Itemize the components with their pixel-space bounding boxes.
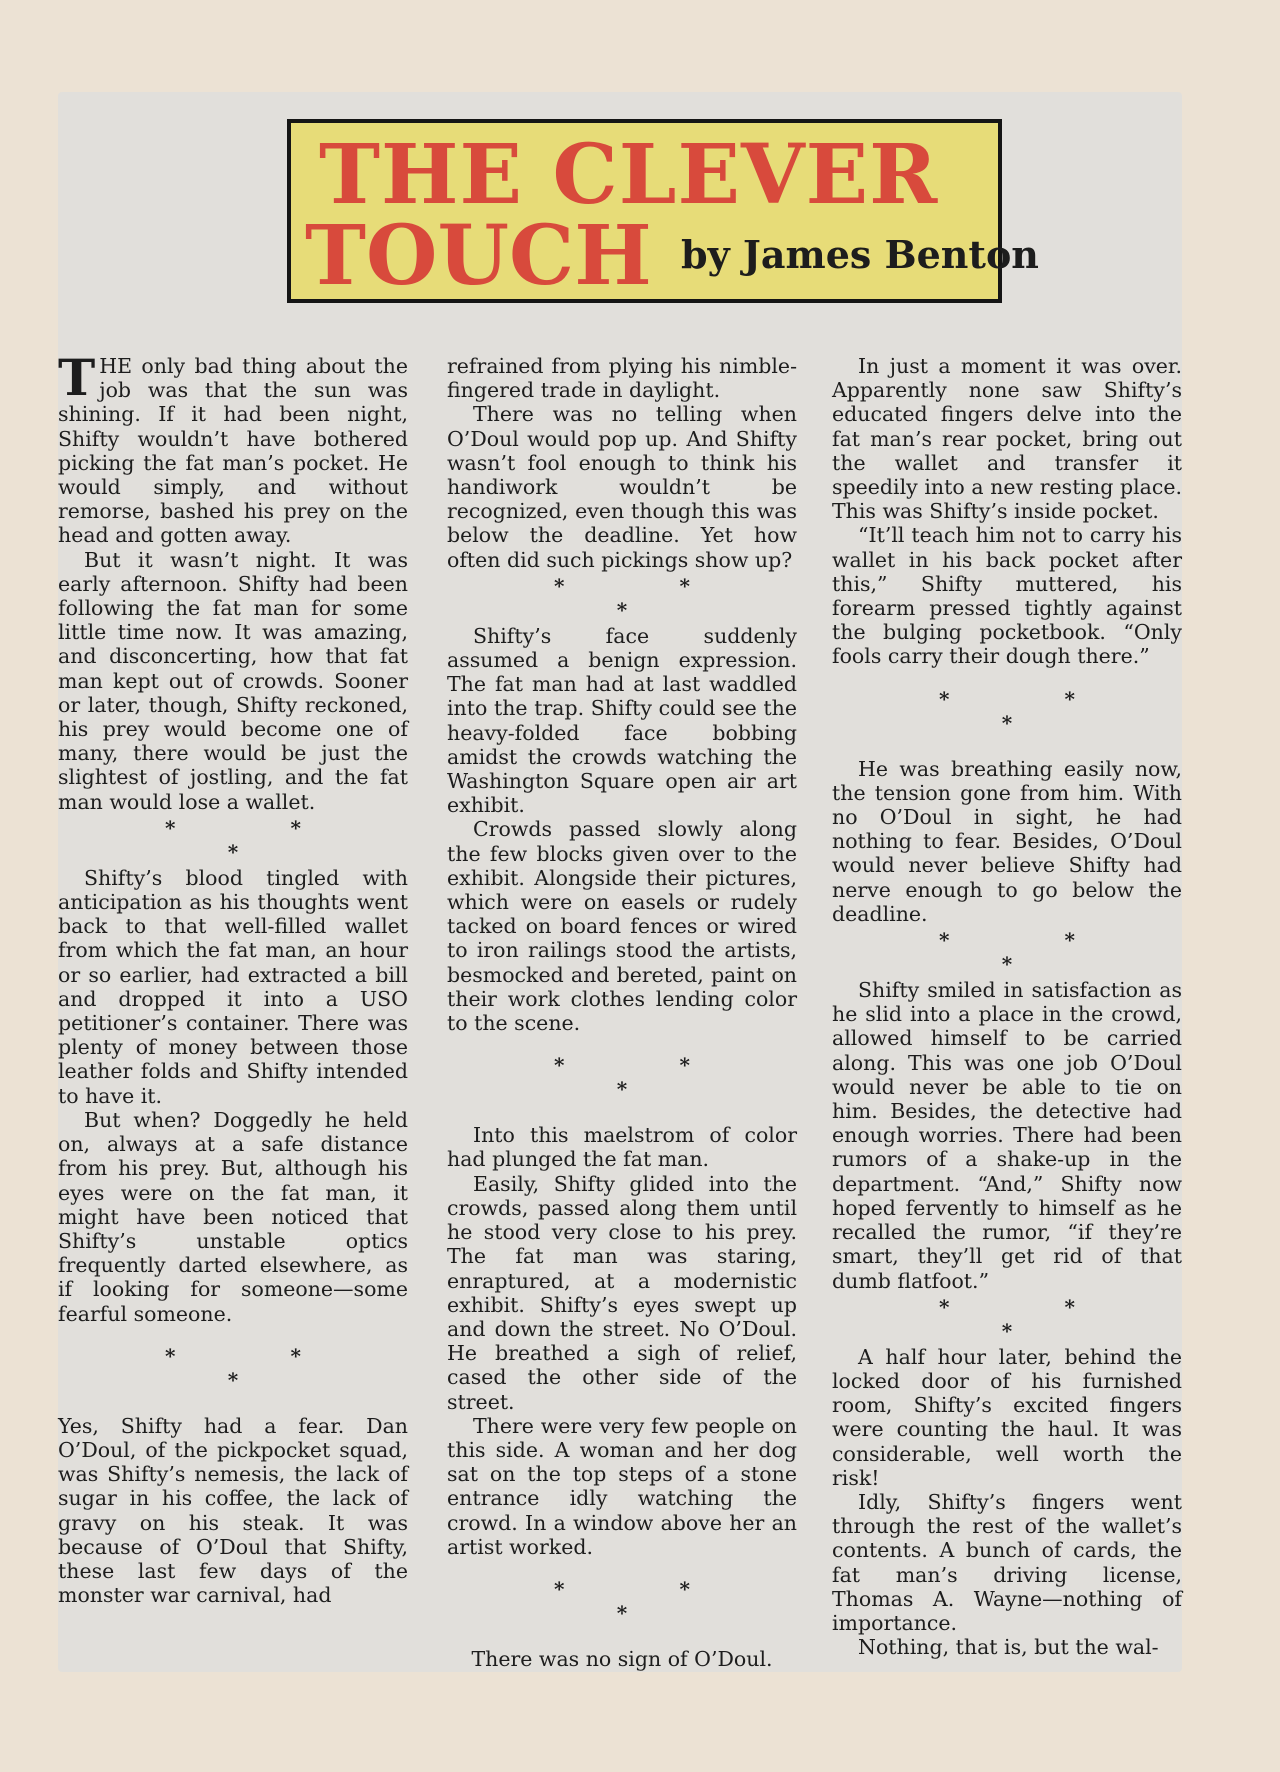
paragraph: Into this maelstrom of color had plunged the fat man. xyxy=(447,1123,797,1172)
paragraph: “It’ll teach him not to carry his wallet in his back pocket after this,” Shifty muttered, his forearm pressed tightly against the bulging pocketbook. “Only fools carry their dough there.” xyxy=(832,523,1182,669)
text-column-2 xyxy=(447,354,797,1671)
title-banner xyxy=(287,119,1039,304)
story-title-line1: THE CLEVER xyxy=(319,127,939,223)
section-break: * * * xyxy=(165,1343,355,1392)
paragraph: In just a moment it was over. Apparently none saw Shifty’s educated fingers delve into the fat man’s rear pocket, bring out the wallet and transfer it speedily into a new resting place. This was Shifty’s inside pocket. xyxy=(832,354,1182,524)
section-break: * * * xyxy=(939,928,1129,977)
paragraph: Yes, Shifty had a fear. Dan O’Doul, of the pickpocket squad, was Shifty’s nemesis, the lack of sugar in his coffee, the lack of gravy on his steak. It was because of O’Doul that Shifty, these last few days of the monster war carnival, had xyxy=(58,1413,408,1608)
text-column-1 xyxy=(58,348,408,1608)
paragraph: A half hour later, behind the locked door of his furnished room, Shifty’s excited fingers were counting the haul. It was considerable, well worth the risk! xyxy=(832,1344,1182,1490)
paragraph: Shifty’s face suddenly assumed a benign expression. The fat man had at last waddled into the trap. Shifty could see the heavy-folded face bobbing amidst the crowds watching the Washington Square open air art exhibit. xyxy=(447,623,797,818)
paragraph: Idly, Shifty’s fingers went through the rest of the wallet’s contents. A bunch of cards, the fat man’s driving license, Thomas A. Wayne—nothing of importance. xyxy=(832,1489,1182,1635)
paragraph: THE only bad thing about the job was that the sun was shining. If it had been night, Shifty wouldn’t have bothered picking the fat man’s pocket. He would simply, and without remorse, bashed his prey on the head and gotten away. xyxy=(58,348,408,548)
author-byline: by James Benton xyxy=(681,232,1039,277)
paragraph: There was no sign of O’Doul. xyxy=(471,1646,773,1671)
paragraph: But when? Doggedly he held on, always at a safe distance from his prey. But, although his eyes were on the fat man, it might have been noticed that Shifty’s unstable optics frequently darted elsewhere, as if looking for someone—some fearful someone. xyxy=(58,1107,408,1326)
paragraph: There was no telling when O’Doul would pop up. And Shifty wasn’t fool enough to think his handiwork wouldn’t be recognized, even though this was below the deadline. Yet how often did such pickings show up? xyxy=(447,402,797,572)
paragraph: refrained from plying his nimble-fingered trade in daylight. xyxy=(447,354,797,403)
section-break: * * * xyxy=(939,1294,1129,1343)
section-break: * * * xyxy=(554,1576,744,1625)
paragraph: Shifty’s blood tingled with anticipation as his thoughts went back to that well-filled wallet from which the fat man, an hour or so earlier, had extracted a bill and dropped it into a USO petitioner’s container. There was plenty of money between those leather folds and Shifty intended to have it. xyxy=(58,865,408,1108)
paragraph: He was breathing easily now, the tension gone from him. With no O’Doul in sight, he had nothing to fear. Besides, O’Doul would never believe Shifty had nerve enough to go below the deadline. xyxy=(832,756,1182,926)
paragraph: There were very few people on this side. A woman and her dog sat on the top steps of a stone entrance idly watching the crowd. In a window above her an artist worked. xyxy=(447,1413,797,1559)
section-break: * * * xyxy=(554,573,744,622)
paragraph: Easily, Shifty glided into the crowds, passed along them until he stood very close to his prey. The fat man was staring, enraptured, at a modernistic exhibit. Shifty’s eyes swept up and down the street. No O’Doul. He breathed a sigh of relief, cased the other side of the street. xyxy=(447,1171,797,1414)
paragraph: But it wasn’t night. It was early afternoon. Shifty had been following the fat man for some little time now. It was amazing, and disconcerting, how that fat man kept out of crowds. Sooner or later, though, Shifty reckoned, his prey would become one of many, there would be just the slightest of jostling, and the fat man would lose a wallet. xyxy=(58,547,408,814)
section-break: * * * xyxy=(939,686,1129,735)
section-break: * * * xyxy=(165,815,355,864)
paragraph: Nothing, that is, but the wal- xyxy=(858,1635,1159,1660)
section-break: * * * xyxy=(554,1053,744,1102)
paragraph: Crowds passed slowly along the few blocks given over to the exhibit. Alongside their pictures, which were on easels or rudely tacked on board fences or wired to iron railings stood the artists, besmocked and bereted, paint on their work clothes lending color to the scene. xyxy=(447,817,797,1036)
drop-cap: T xyxy=(58,348,96,407)
text-column-3 xyxy=(832,354,1182,1659)
story-title-line2: TOUCH xyxy=(305,208,652,304)
paragraph: Shifty smiled in satisfaction as he slid into a place in the crowd, allowed himself to be carried along. This was one job O’Doul would never be able to tie on him. Besides, the detective had enough worries. There had been rumors of a shake-up in the department. “And,” Shifty now hoped fervently to himself as he recalled the rumor, “if they’re smart, they’ll get rid of that dumb flatfoot.” xyxy=(832,978,1182,1293)
